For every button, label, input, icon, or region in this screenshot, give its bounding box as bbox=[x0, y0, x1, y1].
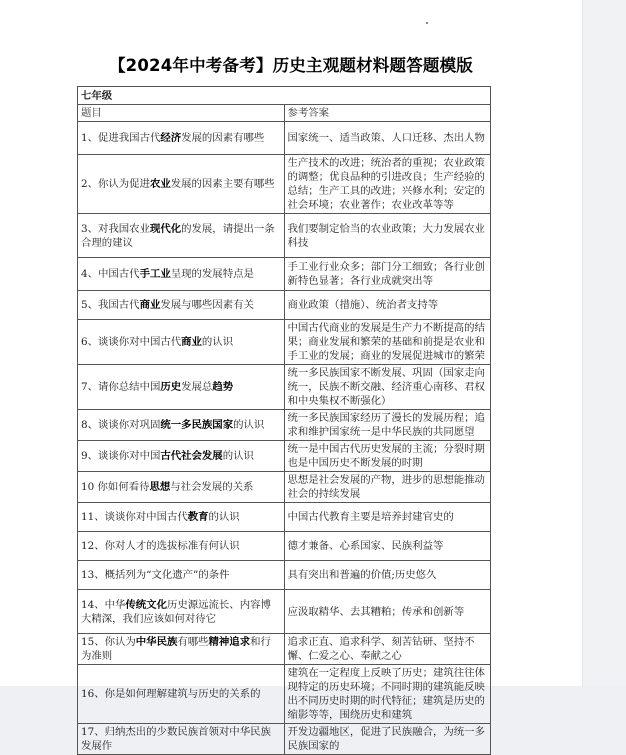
question-keyword: 商业 bbox=[139, 299, 161, 311]
question-cell bbox=[78, 365, 285, 410]
stray-dot bbox=[426, 22, 428, 24]
question-keyword: 中华民族 bbox=[135, 636, 178, 648]
table-row bbox=[78, 441, 491, 472]
table-row bbox=[78, 320, 491, 365]
question-text: 和行为准则 bbox=[81, 636, 271, 662]
question-text: 3、对我国农业 bbox=[81, 222, 150, 235]
question-text: 历史源远流长、内容博大精深，我们应该如何对待它 bbox=[81, 598, 271, 625]
answer-cell: 生产技术的改进；统治者的重视；农业政策的调整；优良品种的引进改良；生产经验的总结；生产工具的改进；兴修水利；安定的社会环境；农业著作；农业改革等等 bbox=[284, 155, 491, 214]
header-row bbox=[78, 105, 491, 122]
question-text: 的认识 bbox=[208, 511, 240, 523]
table-row bbox=[78, 365, 491, 410]
question-text: 与社会发展的关系 bbox=[170, 481, 254, 493]
question-cell bbox=[78, 410, 285, 441]
answer-cell: 统一是中国古代历史发展的主流；分裂时期也是中国历史不断发展的时期 bbox=[284, 441, 491, 472]
answer-cell: 中国古代商业的发展是生产力不断提高的结果；商业发展和繁荣的基础和前提是农业和手工业的发展；商业的发展促进城市的繁荣 bbox=[284, 320, 491, 365]
question-text: 呈现的发展特点是 bbox=[170, 268, 254, 280]
question-text: 有哪些 bbox=[177, 636, 209, 648]
question-text: 10 你如何看待 bbox=[81, 481, 150, 493]
answer-cell: 商业政策（措施）、统治者支持等 bbox=[284, 291, 491, 320]
question-text: 17、归纳杰出的少数民族首领对中华民族发展作 bbox=[81, 726, 271, 752]
question-text: 9、谈谈你对中国 bbox=[81, 450, 161, 462]
table-row bbox=[78, 155, 491, 214]
answer-cell: 应汲取精华、去其糟粕；传承和创新等 bbox=[284, 590, 491, 634]
question-cell bbox=[78, 155, 285, 214]
question-text: 发展总 bbox=[181, 381, 213, 393]
question-text: 15、你认为 bbox=[81, 636, 136, 648]
question-keyword: 经济 bbox=[160, 132, 182, 144]
question-cell bbox=[78, 258, 285, 291]
question-text: 11、谈谈你对中国古代 bbox=[81, 511, 188, 523]
question-keyword: 统一多民族国家 bbox=[160, 419, 234, 431]
question-cell bbox=[78, 441, 285, 472]
table-row bbox=[78, 724, 491, 755]
table-row bbox=[78, 503, 491, 532]
answer-cell: 手工业行业众多；部门分工细致；各行业创新特色显著；各行业成就突出等 bbox=[284, 258, 491, 291]
question-cell bbox=[78, 634, 285, 665]
question-keyword: 历史 bbox=[160, 381, 182, 393]
table-row bbox=[78, 410, 491, 441]
answer-cell: 统一多民族国家不断发展、巩固（国家走向统一，民族不断交融、经济重心南移、君权和中央集权不断强化） bbox=[284, 365, 491, 410]
question-text: 16、你是如何理解建筑与历史的关系的 bbox=[81, 688, 261, 700]
question-text: 2、你认为促进 bbox=[81, 178, 150, 190]
question-cell bbox=[78, 320, 285, 365]
question-cell bbox=[78, 561, 285, 590]
question-text: 14、中华 bbox=[81, 598, 126, 611]
answer-cell: 追求正直、追求科学、刻苦钻研、坚持不懈、仁爱之心、奉献之心 bbox=[284, 634, 491, 665]
question-cell bbox=[78, 214, 285, 258]
qa-table bbox=[77, 86, 491, 755]
table-row bbox=[78, 122, 491, 155]
answer-cell: 德才兼备、心系国家、民族利益等 bbox=[284, 532, 491, 561]
table-row bbox=[78, 532, 491, 561]
question-cell bbox=[78, 665, 285, 724]
section-label: 七年级 bbox=[78, 87, 491, 105]
question-cell bbox=[78, 291, 285, 320]
table-row bbox=[78, 590, 491, 634]
question-keyword: 古代社会发展 bbox=[160, 450, 223, 462]
question-text: 发展与哪些因素有关 bbox=[160, 299, 254, 311]
question-text: 5、我国古代 bbox=[81, 299, 140, 311]
question-text: 1、促进我国古代 bbox=[81, 132, 161, 144]
document-title: 【2024年中考备考】历史主观题材料题答题模版 bbox=[108, 56, 474, 75]
answer-cell: 开发边疆地区，促进了民族融合，为统一多民族国家的 bbox=[284, 724, 491, 755]
answer-cell: 思想是社会发展的产物，进步的思想能推动社会的持续发展 bbox=[284, 472, 491, 503]
table-row bbox=[78, 214, 491, 258]
answer-cell: 我们要制定恰当的农业政策；大力发展农业科技 bbox=[284, 214, 491, 258]
table-row bbox=[78, 634, 491, 665]
question-text: 的认识 bbox=[222, 450, 254, 462]
question-cell bbox=[78, 122, 285, 155]
question-text: 的发展，请提出一条合理的建议 bbox=[81, 222, 275, 249]
question-text: 13、概括列为“文化遗产”的条件 bbox=[81, 569, 230, 581]
question-cell bbox=[78, 590, 285, 634]
table-row bbox=[78, 472, 491, 503]
question-keyword: 趋势 bbox=[212, 381, 234, 393]
question-text: 的认识 bbox=[201, 336, 234, 348]
question-keyword: 手工业 bbox=[139, 268, 171, 280]
table-row bbox=[78, 291, 491, 320]
question-text: 7、请你总结中国 bbox=[81, 381, 161, 393]
question-text: 发展的因素主要有哪些 bbox=[170, 178, 275, 190]
question-text: 的认识 bbox=[233, 419, 265, 431]
header-answer: 参考答案 bbox=[284, 105, 491, 122]
answer-cell: 建筑在一定程度上反映了历史；建筑往往体现特定的历史环境；不同时期的建筑能反映出不同历史时期的时代特征；建筑是历史的缩影等等，围绕历史和建筑 bbox=[284, 665, 491, 724]
scrollbar[interactable] bbox=[582, 0, 626, 686]
question-text: 12、你对人才的选拔标准有何认识 bbox=[81, 540, 240, 552]
question-text: 8、谈谈你对巩固 bbox=[81, 419, 161, 431]
question-cell bbox=[78, 724, 285, 755]
question-cell bbox=[78, 503, 285, 532]
question-keyword: 精神追求 bbox=[208, 636, 251, 648]
question-keyword: 传统文化 bbox=[125, 598, 167, 611]
question-cell bbox=[78, 472, 285, 503]
answer-cell: 统一多民族国家经历了漫长的发展历程；追求和维护国家统一是中华民族的共同愿望 bbox=[284, 410, 491, 441]
question-text: 4、中国古代 bbox=[81, 268, 140, 280]
table-row bbox=[78, 665, 491, 724]
table-row bbox=[78, 561, 491, 590]
question-keyword: 思想 bbox=[149, 481, 171, 493]
section-row bbox=[78, 87, 491, 105]
question-text: 发展的因素有哪些 bbox=[181, 132, 265, 144]
question-keyword: 商业 bbox=[181, 336, 202, 348]
question-keyword: 现代化 bbox=[149, 222, 182, 235]
table-row bbox=[78, 258, 491, 291]
question-keyword: 教育 bbox=[187, 511, 209, 523]
answer-cell: 国家统一、适当政策、人口迁移、杰出人物 bbox=[284, 122, 491, 155]
question-text: 6、谈谈你对中国古代 bbox=[81, 336, 182, 348]
answer-cell: 具有突出和普遍的价值;历史悠久 bbox=[284, 561, 491, 590]
header-question: 题目 bbox=[78, 105, 285, 122]
answer-cell: 中国古代教育主要是培养封建官史的 bbox=[284, 503, 491, 532]
question-keyword: 农业 bbox=[149, 178, 171, 190]
question-cell bbox=[78, 532, 285, 561]
